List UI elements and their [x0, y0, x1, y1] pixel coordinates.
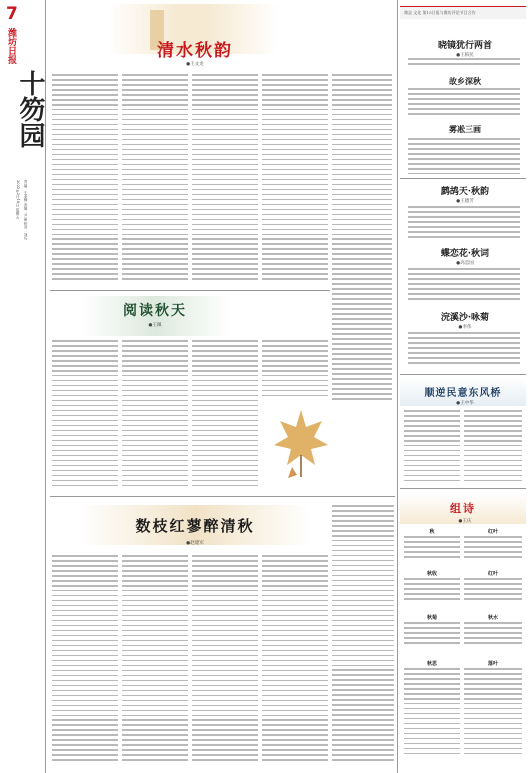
divider-r2 — [400, 374, 526, 375]
divider-r3 — [400, 488, 526, 489]
article-title-1: 清水秋韵 — [157, 41, 233, 61]
column-divider-right — [397, 0, 398, 773]
poem-author-1: ●王柏民 — [456, 53, 474, 58]
small-poem-body-1 — [404, 536, 460, 564]
poem-title-5: 蝶恋花·秋词 — [440, 249, 490, 259]
divider-r1 — [400, 178, 526, 179]
masthead-divider — [45, 0, 46, 773]
top-strip — [400, 6, 526, 19]
page-number: 7 — [6, 4, 18, 24]
poem-title-1: 晓镜犹行两首 — [437, 41, 492, 51]
small-poem-body-5 — [404, 622, 460, 650]
article-title-2: 阅读秋天 — [123, 303, 187, 319]
editor-credits: 责编：王亚楠 美编：尹丽 校对：刘巧 — [24, 180, 28, 240]
article-body-3b — [122, 555, 188, 765]
article-body-3e — [332, 505, 394, 765]
article-body-4b — [464, 410, 522, 484]
article-body-3a — [52, 555, 118, 765]
small-poem-title-8: 落叶 — [487, 661, 498, 667]
poem-author-6: ●李伟 — [458, 325, 472, 330]
article-body-1c — [192, 74, 258, 284]
poem-body-1 — [408, 58, 520, 70]
small-poem-body-8 — [464, 668, 522, 758]
divider-1 — [50, 290, 330, 291]
poem-title-2: 故乡深秋 — [449, 76, 481, 86]
poem-author-5: ●高忠国 — [456, 261, 474, 266]
article-body-4a — [404, 410, 460, 484]
small-poem-body-2 — [464, 536, 522, 564]
article-body-2d — [262, 340, 328, 400]
small-poem-title-7: 秋思 — [426, 661, 437, 667]
poem-title-4: 鹧鸪天·秋韵 — [440, 187, 490, 197]
article-body-2c — [192, 340, 258, 490]
paper-name: 潍坊日报 — [6, 28, 16, 64]
article-body-1d — [262, 74, 328, 284]
article-author-3: ●赵建军 — [186, 541, 204, 546]
poem-body-5 — [408, 268, 520, 304]
issue-date: 2022年2月18日 星期五 — [16, 180, 20, 219]
article-body-3d — [262, 555, 328, 765]
small-poem-title-4: 红叶 — [487, 571, 498, 577]
poem-title-6: 浣溪沙·咏菊 — [440, 313, 490, 323]
poem-body-2 — [408, 88, 520, 120]
article-title-3: 数枝红蓼醉清秋 — [135, 517, 255, 535]
poem-body-6 — [408, 332, 520, 368]
small-poem-body-3 — [404, 578, 460, 606]
maple-leaf-icon — [270, 405, 332, 480]
small-poem-title-6: 秋水 — [487, 615, 498, 621]
article-title-4: 顺逆民意东风桥 — [424, 388, 502, 399]
poem-title-3-sub: 雾凇三画 — [449, 124, 481, 134]
article-author-5: ●王庆 — [458, 519, 472, 524]
poem-body-4 — [408, 206, 520, 242]
small-poem-body-7 — [404, 668, 460, 758]
poem-body-3 — [408, 138, 520, 178]
article-body-3c — [192, 555, 258, 765]
article-body-1a — [52, 74, 118, 284]
masthead — [0, 0, 44, 773]
article-author-4: ●王中华 — [456, 401, 474, 406]
divider-2 — [50, 496, 395, 497]
article-body-1b — [122, 74, 188, 284]
section-name: 十笏园 — [15, 70, 45, 148]
article-author-2: ●王佩 — [148, 323, 162, 328]
small-poem-body-6 — [464, 622, 522, 650]
article-author-1: ●王文龙 — [186, 62, 204, 67]
article-body-2b — [122, 340, 188, 490]
article-title-5: 组诗 — [450, 502, 476, 515]
small-poem-title-2: 红叶 — [487, 529, 498, 535]
small-poem-title-3: 秋收 — [426, 571, 437, 577]
small-poem-body-4 — [464, 578, 522, 606]
small-poem-title-5: 秋菊 — [426, 615, 437, 621]
article-body-1e — [332, 74, 392, 404]
article-body-2a — [52, 340, 118, 490]
small-poem-title-1: 秋 — [429, 529, 435, 535]
poem-author-4: ●王德芳 — [456, 199, 474, 204]
top-strip-text: 潍县 文化 第15日报与潍坊评论节目合作 — [404, 10, 476, 15]
